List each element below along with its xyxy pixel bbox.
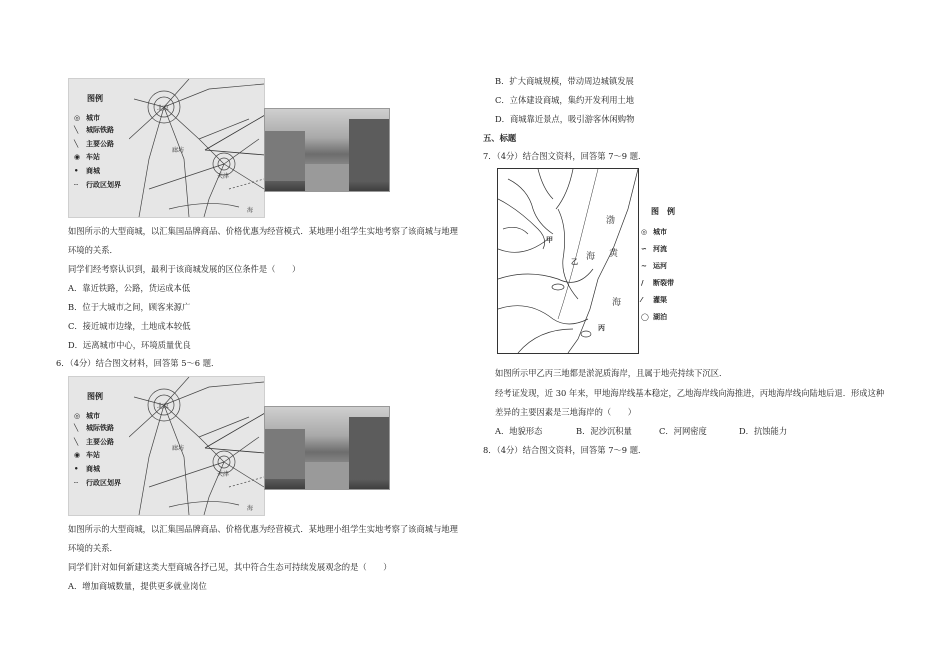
- legend-item-railway: ╲ 城际铁路: [74, 126, 114, 134]
- mall-icon: •: [74, 167, 79, 175]
- map-label-sea: 海: [247, 505, 254, 512]
- railway-icon: ╲: [74, 126, 79, 134]
- fault-icon: /: [641, 279, 644, 287]
- coast-legend-lake: ◯ 湖泊: [641, 313, 667, 321]
- q7-question: 差异的主要因素是三地海岸的（ ）: [495, 407, 637, 417]
- map-label-langfang: 廊坊: [172, 445, 185, 452]
- map-label-jia: 甲: [546, 236, 553, 244]
- q8-header: 8．（4分）结合图文资料，回答第 7～9 题．: [483, 445, 647, 455]
- legend-item-city: ◎ 城市: [74, 412, 100, 420]
- coast-legend-fault: / 断裂带: [641, 279, 674, 287]
- q5-paragraph-line2: 环境的关系．: [68, 245, 118, 255]
- legend-item-boundary: ┄ 行政区划界: [74, 181, 121, 189]
- mall-photo: [264, 406, 390, 490]
- station-icon: ◉: [74, 451, 81, 459]
- city-icon: ◎: [641, 228, 648, 236]
- q5-option-c: C．接近城市边缘，土地成本较低: [68, 321, 191, 331]
- map-label-yi: 乙: [571, 258, 578, 266]
- q6-header: 6．（4分）结合图文材料，回答第 5～6 题．: [56, 358, 220, 368]
- coast-legend-title: 图 例: [651, 207, 675, 216]
- map-label-tianjin: 天津: [217, 471, 230, 478]
- lake-icon: ◯: [641, 313, 649, 321]
- station-icon: ◉: [74, 153, 81, 161]
- q5-option-d: D．远离城市中心，环境质量优良: [68, 340, 191, 350]
- irrigation-icon: ⁄: [641, 296, 643, 304]
- legend-item-boundary: ┄ 行政区划界: [74, 479, 121, 487]
- q7-option-c: C．河网密度: [659, 426, 707, 436]
- boundary-icon: ┄: [74, 181, 79, 189]
- legend-title: 图例: [87, 392, 103, 401]
- coast-legend-river: ∽ 河流: [641, 245, 667, 253]
- mall-icon: •: [74, 465, 79, 473]
- map-label-beijing: 北京: [157, 105, 170, 112]
- legend-item-road: ╲ 主要公路: [74, 438, 114, 446]
- q6-option-b: B．扩大商城规模，带动周边城镇发展: [495, 76, 634, 86]
- map-label-bo: 渤: [606, 216, 616, 226]
- q6-paragraph-line1: 如图所示的大型商城，以汇集国品牌商品、价格优惠为经营模式．某地理小组学生实地考察了该商城与地理: [68, 524, 458, 534]
- q6-option-a: A．增加商城数量，提供更多就业岗位: [68, 581, 207, 591]
- coast-map-lines: [498, 169, 638, 353]
- pointer-arrow: [200, 408, 270, 458]
- road-icon: ╲: [74, 438, 79, 446]
- q7-paragraph-line1: 如图所示甲乙丙三地都是淤泥质海岸，且属于地壳持续下沉区．: [495, 368, 728, 378]
- map-label-beijing: 北京: [157, 403, 170, 410]
- q7-option-d: D．抗蚀能力: [739, 426, 788, 436]
- q5-option-a: A．靠近铁路，公路，货运成本低: [68, 283, 191, 293]
- q6-option-c: C．立体建设商城，集约开发利用土地: [495, 95, 635, 105]
- map-label-sea: 海: [247, 207, 254, 214]
- legend-item-city: ◎ 城市: [74, 114, 100, 122]
- legend-item-mall: • 商城: [74, 465, 100, 473]
- q5-question: 同学们经考察认识到，最利于该商城发展的区位条件是（ ）: [68, 264, 301, 274]
- map-label-hai-2: 海: [612, 298, 622, 308]
- road-icon: ╲: [74, 140, 79, 148]
- map-label-huang: 黄: [609, 249, 619, 259]
- city-dot-icon: ◎: [74, 412, 81, 420]
- city-dot-icon: ◎: [74, 114, 81, 122]
- q7-header: 7．（4分）结合图文资料，回答第 7～9 题．: [483, 151, 647, 161]
- map-label-langfang: 廊坊: [172, 147, 185, 154]
- legend-item-road: ╲ 主要公路: [74, 140, 114, 148]
- coast-map-figure: [497, 168, 639, 354]
- q5-paragraph-line1: 如图所示的大型商城，以汇集国品牌商品、价格优惠为经营模式．某地理小组学生实地考察了该商城与地理: [68, 226, 458, 236]
- q5-option-b: B．位于大城市之间，顾客来源广: [68, 302, 191, 312]
- legend-title: 图例: [87, 94, 103, 103]
- map-label-tianjin: 天津: [217, 173, 230, 180]
- legend-item-railway: ╲ 城际铁路: [74, 424, 114, 432]
- q6-option-d: D．商城靠近景点，吸引游客休闲购物: [495, 114, 635, 124]
- coast-legend-canal: ~ 运河: [641, 262, 667, 270]
- q7-option-a: A．地貌形态: [495, 426, 543, 436]
- map-label-hai-1: 海: [586, 252, 596, 262]
- q6-question: 同学们针对如何新建这类大型商城各抒己见，其中符合生态可持续发展观念的是（ ）: [68, 562, 392, 572]
- boundary-icon: ┄: [74, 479, 79, 487]
- legend-item-station: ◉ 车站: [74, 451, 100, 459]
- coast-legend-city: ◎ 城市: [641, 228, 667, 236]
- legend-item-mall: • 商城: [74, 167, 100, 175]
- coast-legend-irrigation: ⁄ 灌渠: [641, 296, 667, 304]
- q7-paragraph-line2: 经考证发现，近 30 年来，甲地海岸线基本稳定，乙地海岸线向海推进，丙地海岸线向陆地后退．形成这种: [495, 388, 885, 398]
- river-icon: ∽: [641, 245, 647, 253]
- map-label-bing: 丙: [598, 324, 605, 332]
- railway-icon: ╲: [74, 424, 79, 432]
- pointer-arrow: [200, 110, 270, 160]
- canal-icon: ~: [641, 262, 647, 270]
- q7-option-b: B．泥沙沉积量: [576, 426, 632, 436]
- legend-item-station: ◉ 车站: [74, 153, 100, 161]
- section-heading: 五、标题: [483, 133, 517, 143]
- q6-paragraph-line2: 环境的关系．: [68, 543, 118, 553]
- mall-photo: [264, 108, 390, 192]
